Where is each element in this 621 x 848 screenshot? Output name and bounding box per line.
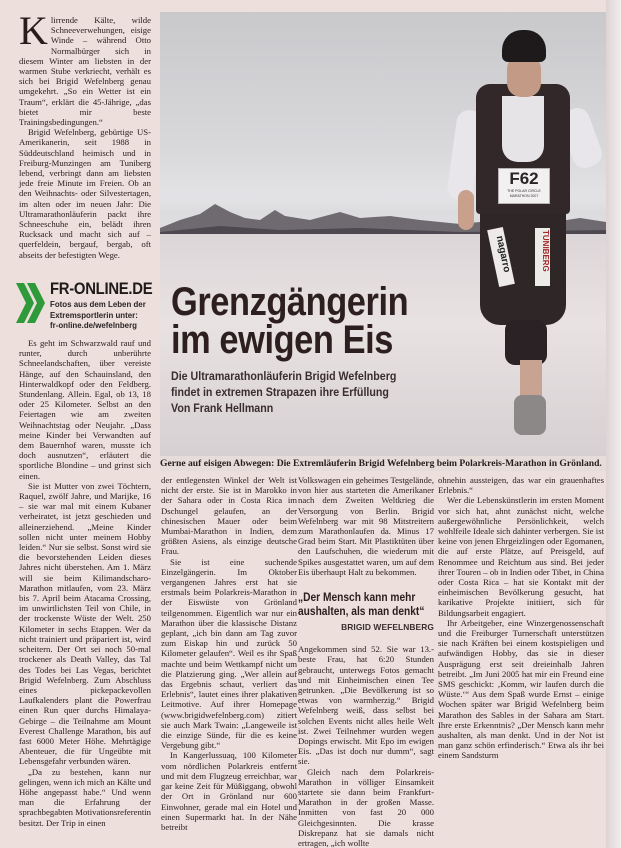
subhead-line: Die Ultramarathonläuferin Brigid Wefelnberg [171,369,397,383]
promo-title: FR-ONLINE.DE [50,280,153,298]
sponsor-patch-right [535,228,550,286]
promo-line: Extremsportlerin unter: [50,309,138,320]
article-column-3 [298,475,434,848]
headline [171,280,409,362]
runner-shoe [514,395,546,435]
paragraph: „Da zu bestehen, kann nur gelingen, wenn ich mich an Kälte und Höhe angepasst habe.“ Und wenn man die Erfahrung der sprachbegabten Motivationsreferentin besitzt. Der Trip in einen [19,766,151,828]
runner-shirt [502,96,544,162]
paragraph: Wer die Lebenskünstlerin im ersten Moment vor sich hat, ahnt zunächst nicht, welche außergewöhnliche Persönlichkeit, welch wohlfeile Ideale sich dahinter verbergen. Sie ist keine von jenen Ehrgeizlingen oder Egomanen, die auf erste Plätze, auf Preisgeld, auf Renommee und Reichtum aus sind. Bei jeder ihrer Touren – ob in Indien oder Tibet, in China oder Costa Rica – hat sie Kontakt mit der einheimischen Bevölkerung gesucht, hat karikative Projekte initiiert, sich für Bildungsarbeit engagiert. [438,495,604,618]
headline-line: im ewigen Eis [171,318,393,362]
article-column-1-top [19,8,151,260]
article-column-2 [161,475,297,832]
runner-hat [502,30,546,62]
paragraph: Gleich nach dem Polarkreis-Marathon in völliger Einsamkeit startete sie dann beim Frankfurt-Marathon in der großen Masse. Inmitten von fast 20 000 Gleichgesinnten. Die krasse Diskrepanz hat sie damals nicht ertragen, „ich wollte [298,766,434,848]
fr-online-promo[interactable] [16,280,154,332]
photo-caption: Gerne auf eisigen Abwegen: Die Extremläuferin Brigid Wefelnberg beim Polarkreis-Marathon in Grönland. [160,456,606,471]
paragraph: der entlegensten Winkel der Welt ist nicht der erste. Sie ist in Marokko in der Sahara oder in Costa Rica im Dschungel gelaufen, an der chinesischen Mauer oder beim Mumbai-Marathon in Indien, dem größten Asiens, als einzige deutsche Frau. [161,475,297,557]
paragraph: Angekommen sind 52. Sie war 13.-beste Frau, hat 6:20 Stunden gebraucht, unterwegs Fotos gemacht und mit Einheimischen einen Tee getrunken. „Die Bevölkerung ist so etwas von warmherzig.“ Brigid Wefelnberg weiß, dass selbst bei solchen Events nicht alles heile Welt ist. Zwei Teilnehmer wurden wegen Dopings erwischt. Mit Epo im ewigen Eis. „Das ist doch nur dumm“, sagt sie. [298,644,434,767]
paragraph: Ihr Arbeitgeber, eine Winzergenossenschaft und die Freiburger Turnerschaft unterstützen sie nach Kräften bei einem kostspieligen und aufwändigen Hobby, das sie in dieser Ausprägung erst seit dreieinhalb Jahren betreibt. „Im Juni 2005 hat mir ein Freund eine SMS geschickt: ‚Komm, wir laufen durch die Wüste.‘“ Aus dem Spaß wurde Ernst – einige Wochen später war Brigid Wefelnberg beim Marathon des Sables in der Sahara am Start. Ihre erste Erkenntnis? „Der Mensch kann mehr aushalten, als man denkt. Und in der Not ist man ganz schön erfinderisch.“ Etwa als ihr bei einem Sandsturm [438,617,604,761]
pull-quote-author: BRIGID WEFELNBERG [341,622,434,633]
sponsor-label: TUNIBERG [541,230,550,272]
paragraph: Volkswagen ein geheimes Testgelände, von hier aus starteten die Amerikaner nach dem Zweiten Weltkrieg die Versorgung von Berlin. Brigid Wefelnberg war mit 98 Mitstreitern zum Marathonlaufen da. Minus 17 Grad beim Start. Mit Plastiktüten über den Laufschuhen, die wiederum mit Spikes ausgestattet waren, um auf dem Eis überhaupt Halt zu bekommen. [298,475,434,577]
promo-url-link[interactable]: fr-online.de/wefelnberg [50,320,137,330]
subheadline [171,368,396,416]
paragraph: ohnehin aussteigen, das war ein grauenhaftes Erlebnis.“ [438,475,604,496]
promo-text [50,299,146,331]
pull-quote: „Der Mensch kann mehr aushalten, als man denkt“ [298,591,425,619]
promo-line: Fotos aus dem Leben der [50,299,146,309]
byline: Von Frank Hellmann [171,401,274,415]
race-bib [498,168,550,204]
paragraph: Klirrende Kälte, wilde Schneeverwehungen, eisige Winde – während Otto Normalbürger sich in diesem Winter am liebsten in der warmen Stube verkriecht, verhält es sich bei Brigid Wefelnberg genau umgekehrt. „So ein Wetter ist ein Traum“, erklärt die 45-Jährige, „das bietet mir beste Trainingsbedingungen.“ [19,8,151,128]
article-column-4 [438,475,604,761]
paragraph: Es geht im Schwarzwald rauf und runter, durch unberührte Schneelandschaften, über vereiste Hänge, auf den Schauinsland, den Hinterwaldkopf oder den Feldberg. Stundenlang. Allein. Egal, ob 13, 18 oder 25 Kilometer. Selbst an den Feiertagen wie am zweiten Weihnachtstag oder Neujahr. „Dass meine Kinder bei Verwandten auf dem Bauernhof waren, musste ich doch ausnutzen“, erläutert die sportliche Blondine – und grinst sich einen. [19,338,151,481]
headline-line: Grenzgängerin [171,280,409,324]
paragraph: In Kangerlussuaq, 100 Kilometer vom nördlichen Polarkreis entfernt und mit dem Flugzeug erreichbar, war gar keine Zeit für Müßiggang, obwohl der Ort in Grönland nur 600 Einwohner, gerade mal ein Hotel und einen Supermarkt hat. In der Nähe betreibt [161,750,297,832]
bib-number: F62 [509,169,539,188]
runner-legs [480,205,566,325]
bib-event: THE POLAR CIRCLE MARATHON 2007 [507,189,541,198]
drop-cap: K [19,8,48,53]
article-column-1-bottom [19,338,151,828]
paragraph: Sie ist Mutter von zwei Töchtern, Raquel, zwölf Jahre, und Marijke, 16 – sie war mal mit einem Kubaner verheiratet, ist jetzt geschieden und alleinerziehend. „Meine Kinder sollen nicht unter meinem Hobby leiden.“ Nur sie selbst. Sonst wird sie die bevorstehenden Leiden dieses Jahres nicht überstehen. Am 1. März will sie beim Kilimandscharo-Marathon mitlaufen, vom 23. März bis 7. April beim Atacama Crossing, im unwirtlichsten Teil von Chile, in der trockenste Wüste der Welt. 250 Kilometer in sechs Etappen. Wer da nicht trainiert und präpariert ist, wird scheitern. Der Ort sei noch 50-mal trockener als Death Valley, das Tal des Todes bei Las Vegas, berichtet Brigid Wefelnberg. Zum Abschluss eines pickepackevollen Laufkalenders plant die Powerfrau einen Run quer durchs Himalaya-Gebirge – die Teilnahme am Mount Everest Challenge Marathon, bis auf fast 6000 Meter Höhe. Mehrtägige Abenteuer, die für Ungeübte mit Lebensgefahr verbunden wären. [19,480,151,767]
subhead-line: findet in extremen Strapazen ihre Erfüllung [171,385,389,399]
chevron-right-icon [27,283,45,323]
sponsor-label: nagarro [493,234,513,274]
paragraph: Brigid Wefelnberg, gebürtige US-Amerikanerin, seit 1988 in Süddeutschland heimisch und in Freiburg-Munzingen am Tuniberg lebend, verbringt dann am liebsten jede freie Minute im Freien. Ob an den Weihnachts- oder Silvestertagen, im alten oder im neuen Jahr: Die Ultramarathonläuferin packt ihre Schneeschuhe ein, belädt ihren Rucksack und macht sich auf – querfeldein, bergauf, bergab, oft abseits der befestigten Wege. [19,127,151,260]
page-edge [606,0,621,848]
paragraph: Sie ist eine suchende Einzelgängerin. Im Oktober vergangenen Jahres erst hat sie erstmals beim Polarkreis-Marathon in der Eiswüste von Grönland teilgenommen. Eigentlich war nur ein Marathon über die klassische Distanz geplant, „ich bin dann am Tag zuvor zum Eiskap hin und zurück 50 Kilometer gelaufen“. Weil es ihr Spaß machte und beim Wettkampf nicht um die Platzierung ging. „Wer allein auf das Ergebnis schaut, verliert das Erlebnis“, lautet eines ihrer plakativen Leitmotive. Auf ihrer Homepage (www.brigidwefelnberg.com) zitiert sie auch Mark Twain: „Langeweile ist die einzige Sünde, für die es keine Vergebung gibt.“ [161,556,297,751]
